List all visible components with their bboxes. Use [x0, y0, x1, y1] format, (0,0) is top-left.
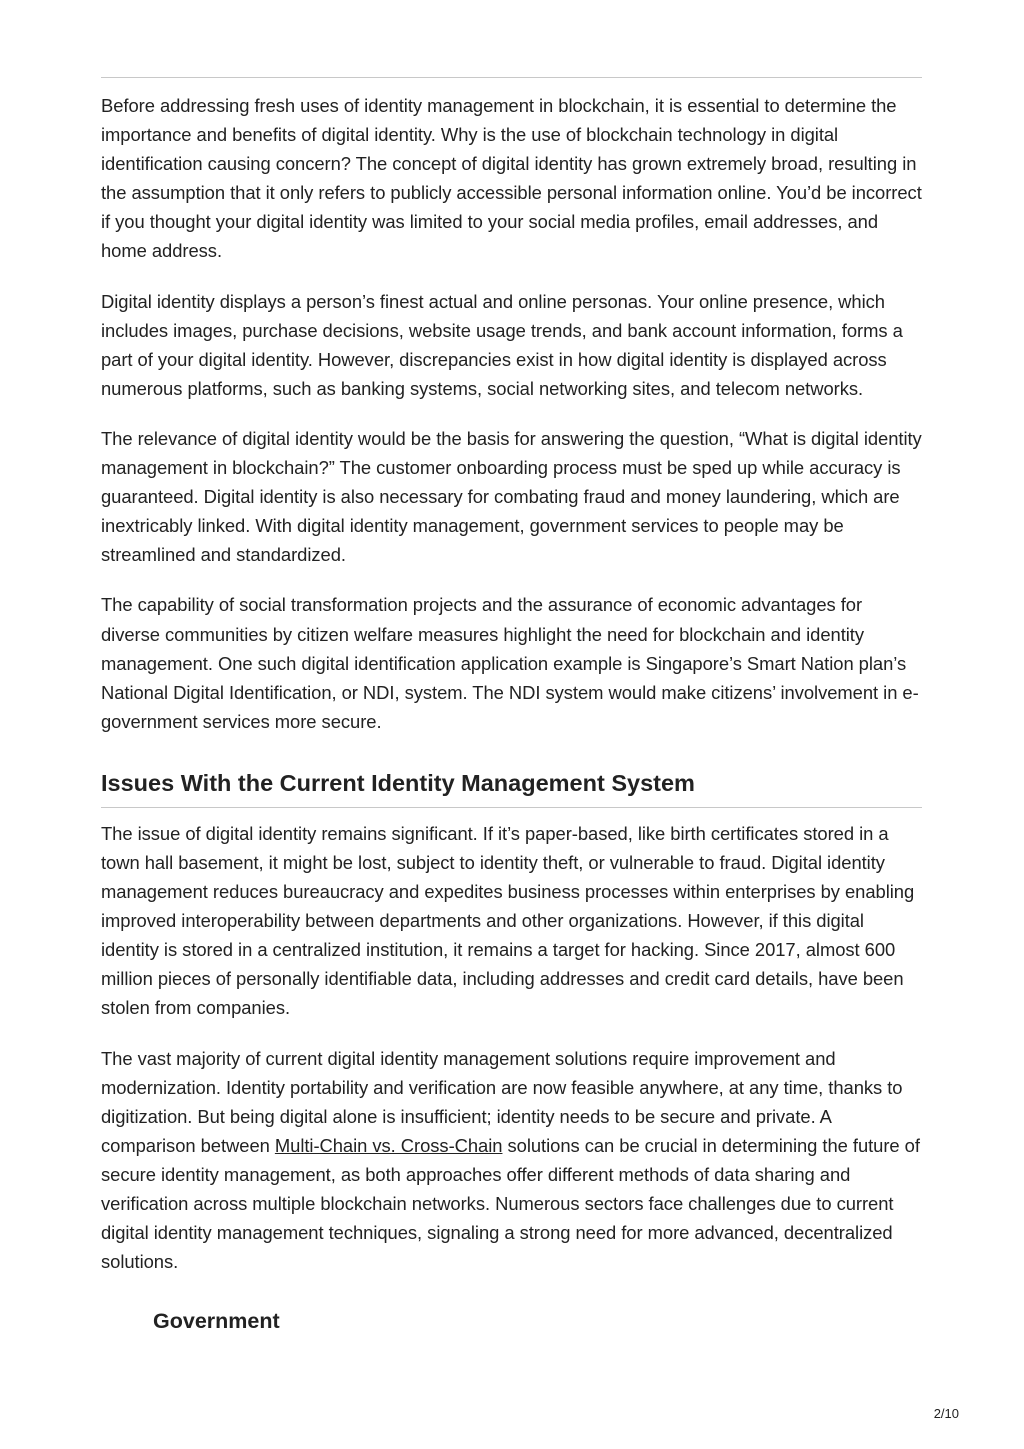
paragraph-digital-identity-relevance: The relevance of digital identity would be the basis for answering the question, “What is digital identity management in blockchain?” The customer onboarding process must be sped up while accuracy is guaranteed. Digital identity is also necessary for combating fraud and money laundering, which are inextricably linked. With digital identity management, government services to people may be streamlined and standardized.: [101, 427, 922, 566]
paragraph-text-before-link: The vast majority of current digital identity management solutions require improvement and modernization. Identity portability and verification are now feasible anywhere, at any time, thanks to digitization. But being digital alone is insufficient; identity needs to be secure and private. A comparison between: [101, 1047, 903, 1156]
paragraph-social-transformation: The capability of social transformation projects and the assurance of economic advantages for diverse communities by citizen welfare measures highlight the need for blockchain and identity management. One such digital identification application example is Singapore’s Smart Nation plan’s National Digital Identification, or NDI, system. The NDI system would make citizens’ involvement in e-government services more secure.: [101, 594, 919, 732]
multichain-crosschain-link[interactable]: Multi-Chain vs. Cross-Chain: [274, 1134, 503, 1156]
subheading-government: Government: [153, 1309, 280, 1334]
paragraph-digital-identity-personas: Digital identity displays a person’s finest actual and online personas. Your online presence, which includes images, purchase decisions, website usage trends, and bank account information, forms a part of your digital identity. However, discrepancies exist in how digital identity is displayed across numerous platforms, such as banking systems, social networking sites, and telecom networks.: [101, 290, 903, 399]
paragraph-current-issues: The issue of digital identity remains significant. If it’s paper-based, like birth certificates stored in a town hall basement, it might be lost, subject to identity theft, or vulnerable to fraud. Digital identity management reduces bureaucracy and expedites business processes within enterprises by enabling improved interoperability between departments and other organizations. However, if this digital identity is stored in a centralized institution, it remains a target for hacking. Since 2017, almost 600 million pieces of personally identifiable data, including addresses and credit card details, have been stolen from companies.: [101, 822, 915, 1019]
page-number: 2/10: [933, 1406, 959, 1421]
article-body: [101, 77, 922, 1336]
top-divider: [101, 77, 922, 78]
paragraph-digital-identity-intro: Before addressing fresh uses of identity management in blockchain, it is essential to determine the importance and benefits of digital identity. Why is the use of blockchain technology in digital identification causing concern? The concept of digital identity has grown extremely broad, resulting in the assumption that it only refers to publicly accessible personal information online. You’d be incorrect if you thought your digital identity was limited to your social media profiles, email addresses, and home address.: [101, 95, 922, 262]
paragraph-text-after-link: solutions can be crucial in determining the future of secure identity management, as both approaches offer different methods of data sharing and verification across multiple blockchain networks. Numerous sectors face challenges due to current digital identity management techniques, signaling a strong need for more advanced, decentralized solutions.: [101, 1134, 920, 1273]
section-heading: Issues With the Current Identity Management System: [101, 768, 922, 808]
paragraph-modernization: [101, 1044, 922, 1277]
